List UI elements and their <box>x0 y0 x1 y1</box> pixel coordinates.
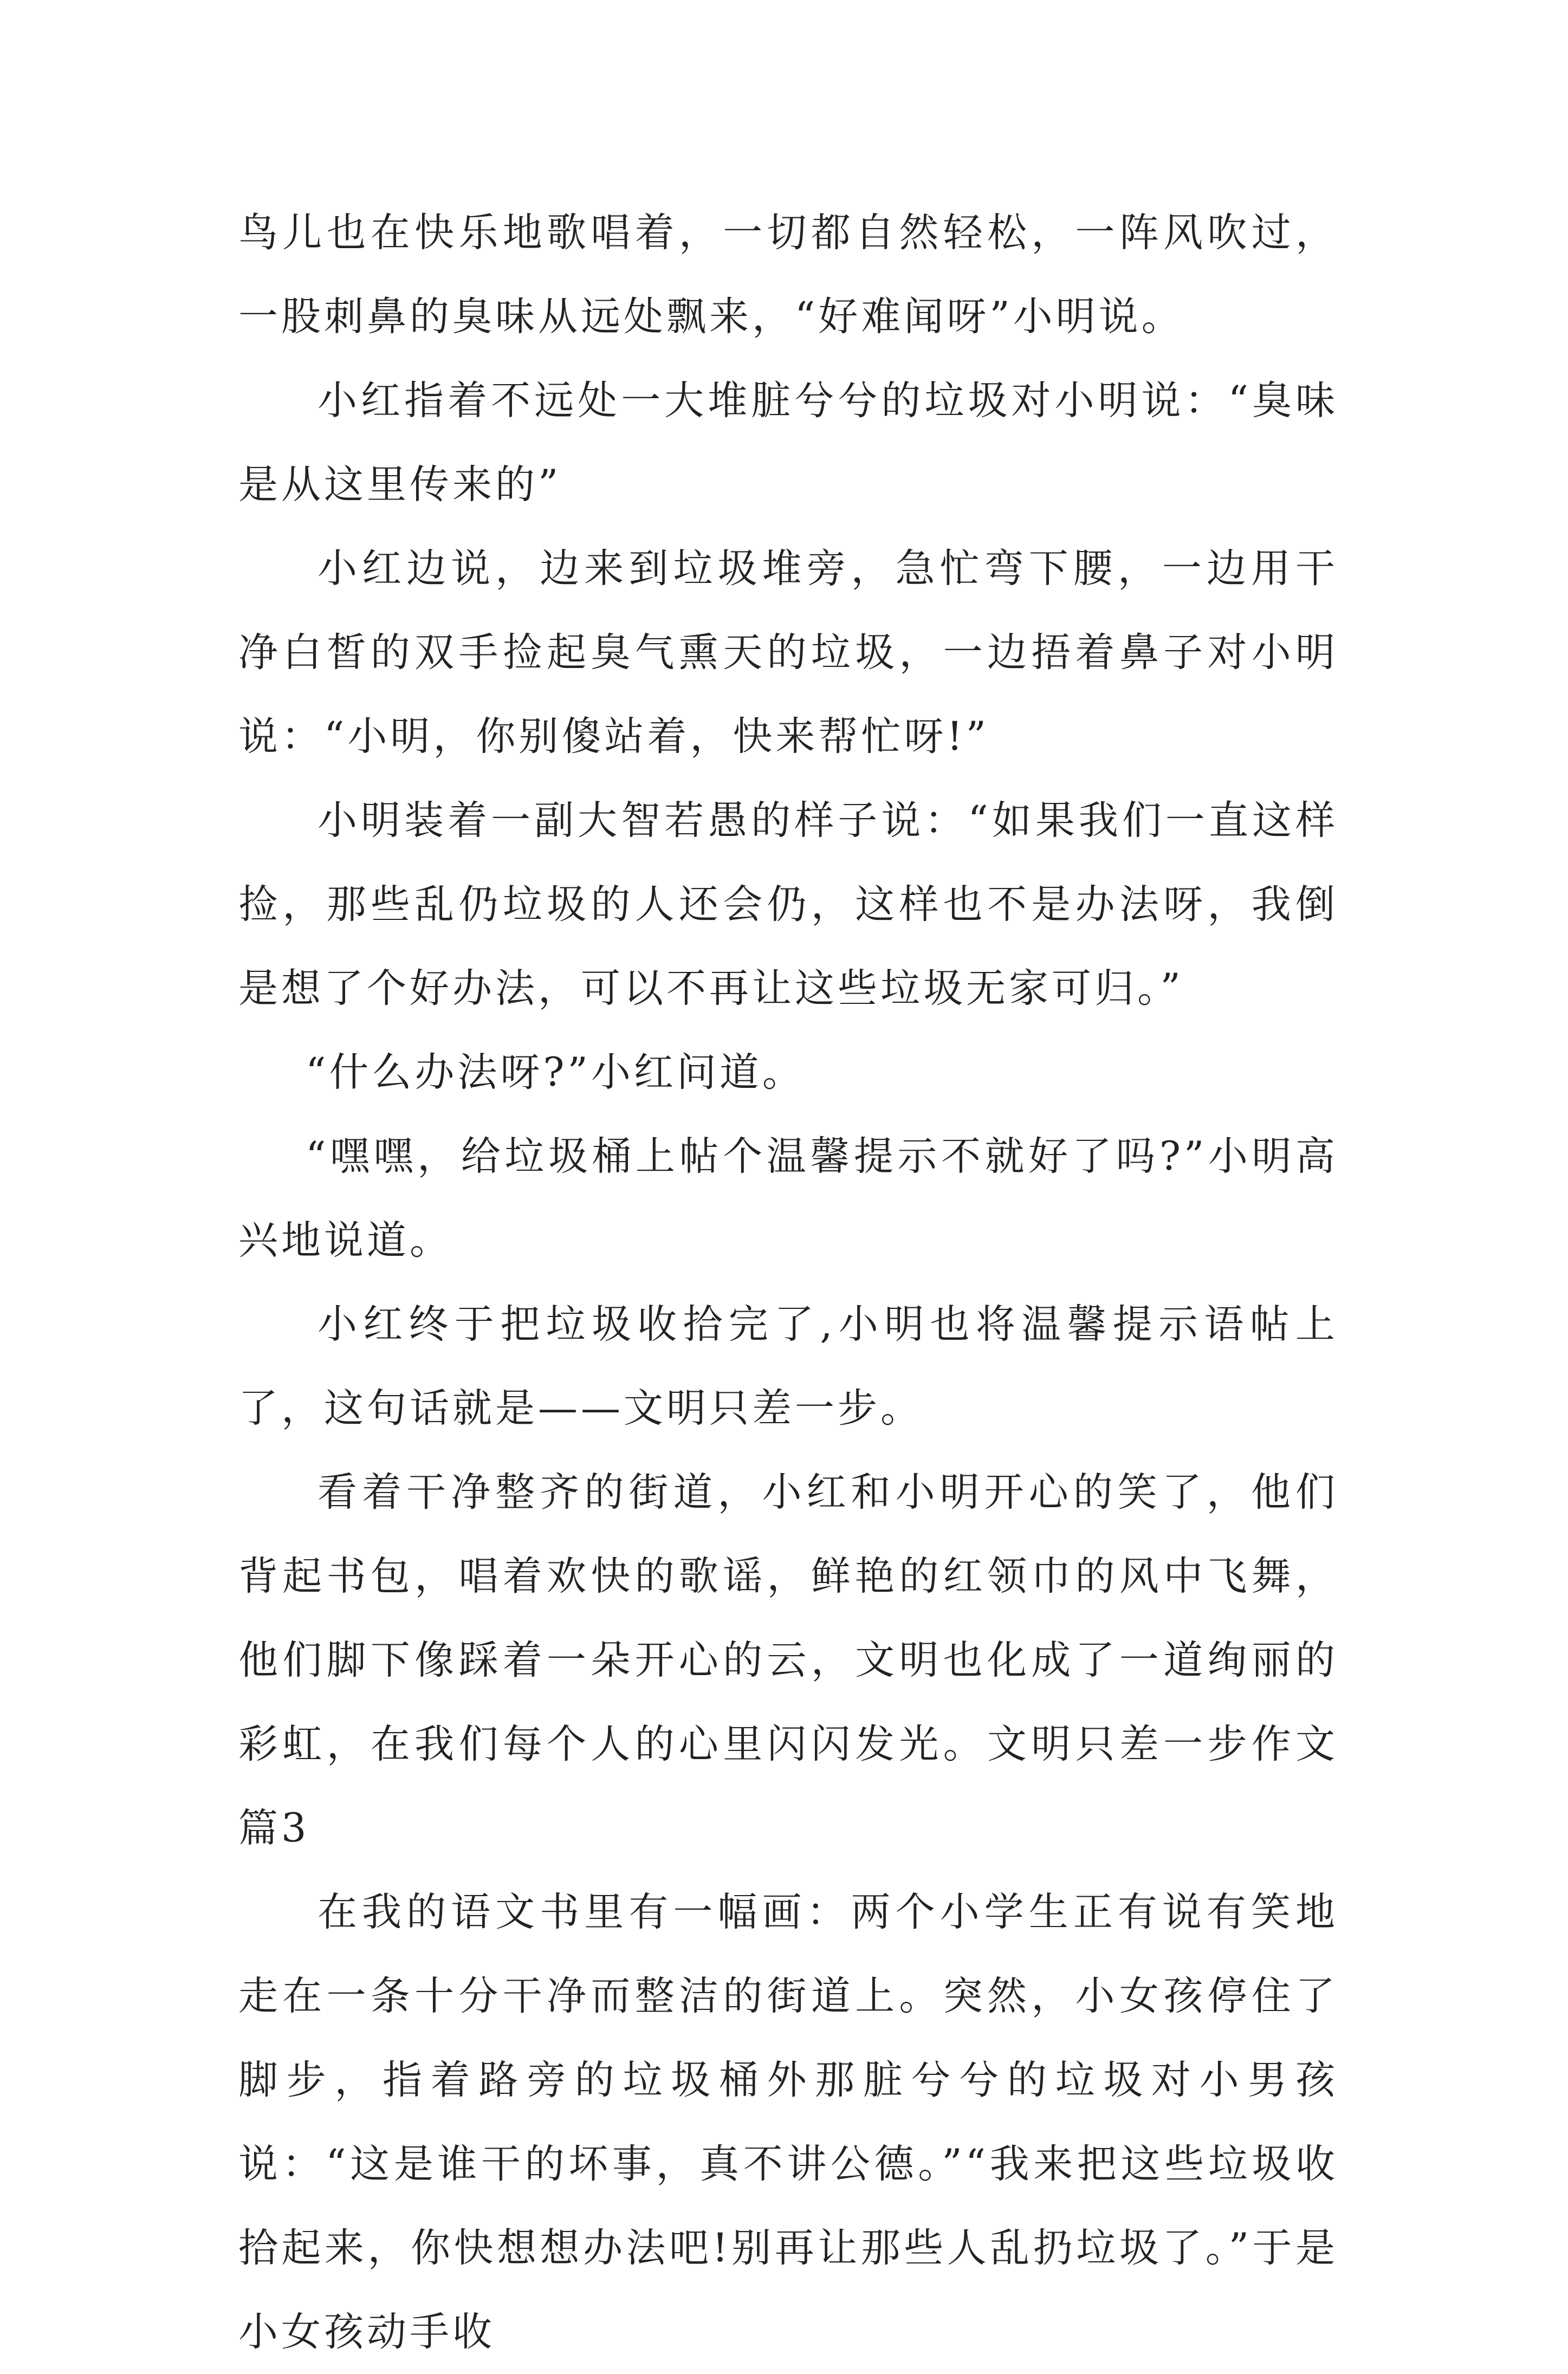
paragraph-9: 在我的语文书里有一幅画：两个小学生正有说有笑地走在一条十分干净而整洁的街道上。突然，小女孩停住了脚步，指着路旁的垃圾桶外那脏兮兮的垃圾对小男孩说：“这是谁干的坏事，真不讲公德。”“我来把这些垃圾收拾起来，你快想想办法吧!别再让那些人乱扔垃圾了。”于是小女孩动手收 <box>238 1889 1338 2355</box>
document-body <box>238 191 1338 2374</box>
paragraph-1: 鸟儿也在快乐地歌唱着，一切都自然轻松，一阵风吹过，一股刺鼻的臭味从远处飘来，“好难闻呀”小明说。 <box>238 210 1338 340</box>
paragraph-3: 小红边说，边来到垃圾堆旁，急忙弯下腰，一边用干净白皙的双手捡起臭气熏天的垃圾，一边捂着鼻子对小明说：“小明，你别傻站着，快来帮忙呀!” <box>238 546 1338 760</box>
paragraph-6: “嘿嘿，给垃圾桶上帖个温馨提示不就好了吗?”小明高兴地说道。 <box>238 1133 1338 1263</box>
paragraph-8: 看着干净整齐的街道，小红和小明开心的笑了，他们背起书包，唱着欢快的歌谣，鲜艳的红领巾的风中飞舞，他们脚下像踩着一朵开心的云，文明也化成了一道绚丽的彩虹，在我们每个人的心里闪闪发光。文明只差一步作文篇3 <box>238 1469 1338 1851</box>
paragraph-5: “什么办法呀?”小红问道。 <box>306 1049 805 1095</box>
paragraph-2: 小红指着不远处一大堆脏兮兮的垃圾对小明说：“臭味是从这里传来的” <box>238 378 1338 508</box>
paragraph-7: 小红终于把垃圾收拾完了,小明也将温馨提示语帖上了，这句话就是——文明只差一步。 <box>238 1301 1338 1431</box>
paragraph-4: 小明装着一副大智若愚的样子说：“如果我们一直这样捡，那些乱仍垃圾的人还会仍，这样也不是办法呀，我倒是想了个好办法，可以不再让这些垃圾无家可归。” <box>238 797 1338 1011</box>
